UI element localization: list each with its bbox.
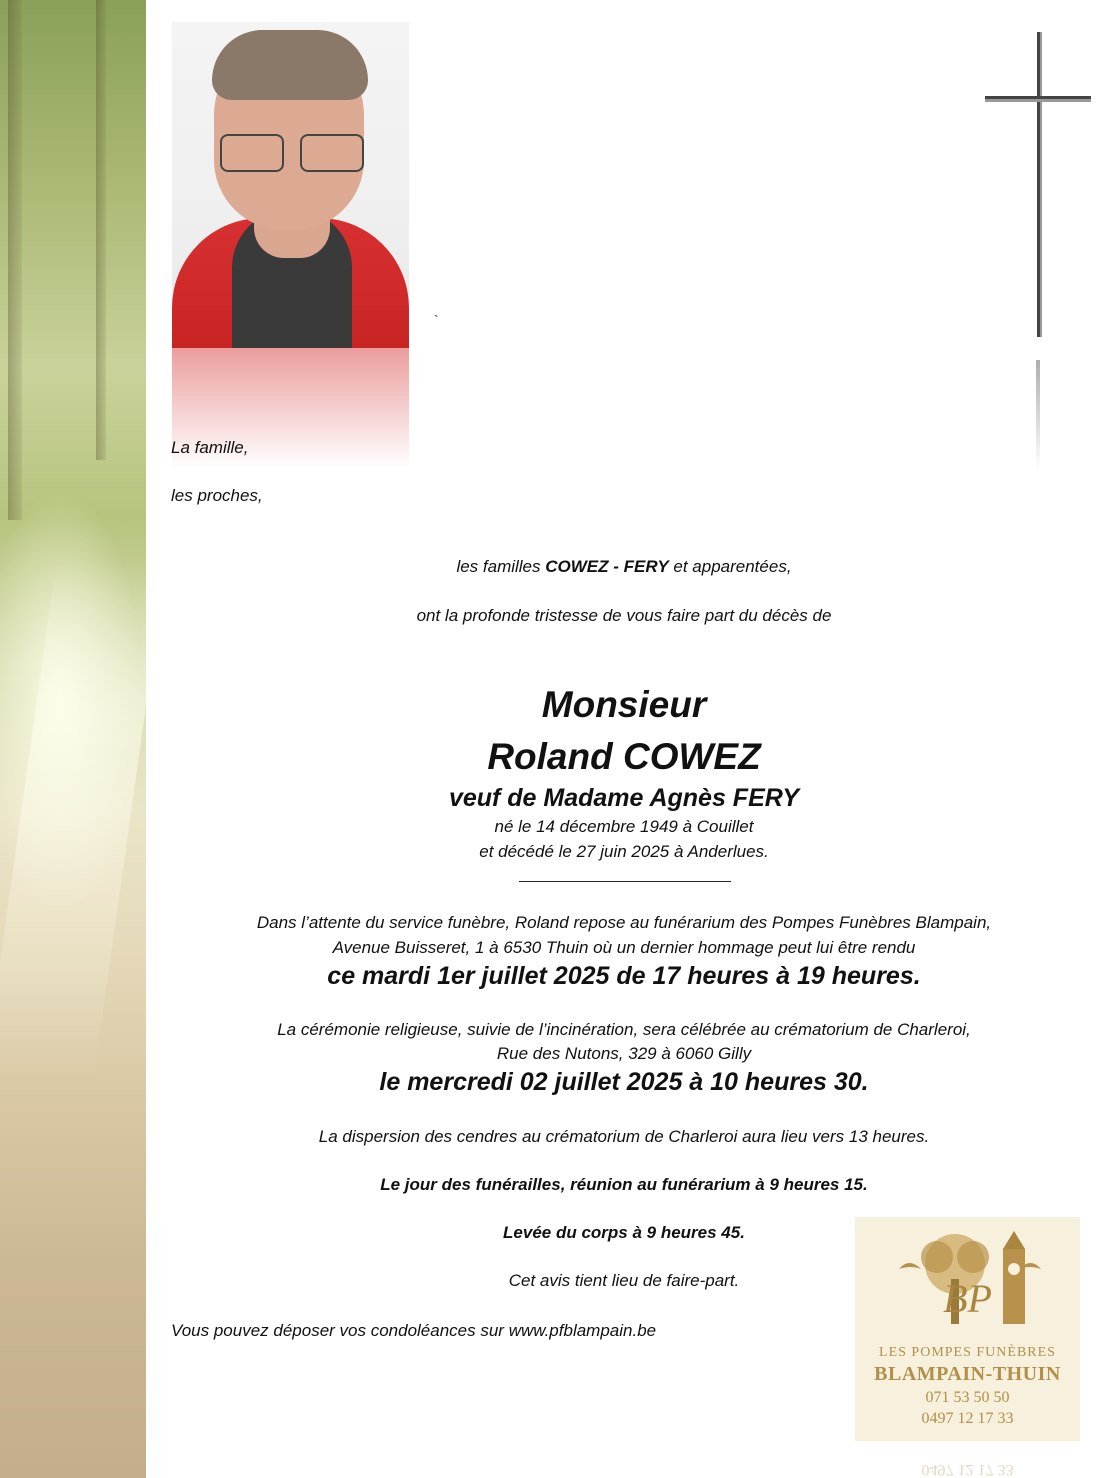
separator-line (519, 881, 731, 882)
light-ray (0, 560, 146, 1080)
logo-phone1: 071 53 50 50 (925, 1389, 1010, 1406)
cross-icon (1037, 32, 1040, 337)
notice-text: Cet avis tient lieu de faire-part. (508, 1271, 740, 1290)
deceased-spouse: veuf de Madame Agnès FERY (448, 784, 800, 812)
cross-reflection (1036, 360, 1040, 470)
meeting-text: Le jour des funérailles, réunion au funérarium à 9 heures 15. (380, 1175, 868, 1194)
logo-reflection: 0497 12 17 33 (921, 1461, 1014, 1478)
intro-families: les familles COWEZ - FERY et apparentées, (456, 557, 792, 576)
deceased-died: et décédé le 27 juin 2025 à Anderlues. (479, 842, 769, 861)
ceremony-line2: Rue des Nutons, 329 à 6060 Gilly (496, 1044, 752, 1063)
logo-phone2: 0497 12 17 33 (921, 1410, 1014, 1427)
intro-close: les proches, (171, 486, 263, 505)
visitation-time: ce mardi 1er juillet 2025 de 17 heures à 19 heures. (327, 962, 921, 990)
deceased-born: né le 14 décembre 1949 à Couillet (494, 817, 754, 836)
tree-trunk (96, 0, 106, 460)
visitation-line1: Dans l’attente du service funèbre, Roland repose au funérarium des Pompes Funèbres Blampain, (256, 913, 992, 932)
deceased-name: Roland COWEZ (487, 736, 761, 777)
visitation-line2: Avenue Buisseret, 1 à 6530 Thuin où un dernier hommage peut lui être rendu (332, 938, 916, 957)
logo-line2: BLAMPAIN-THUIN (874, 1363, 1061, 1385)
ceremony-line1: La cérémonie religieuse, suivie de l’incinération, sera célébrée au crématorium de Charleroi, (277, 1020, 971, 1039)
condolences-text: Vous pouvez déposer vos condoléances sur www.pfblampain.be (171, 1321, 657, 1340)
logo-line1: LES POMPES FUNÈBRES (879, 1345, 1056, 1360)
deceased-portrait (172, 22, 409, 348)
intro-family: La famille, (171, 438, 249, 457)
funeral-home-logo (855, 1217, 1080, 1441)
levee-text: Levée du corps à 9 heures 45. (503, 1223, 745, 1242)
logo-initials: BP (943, 1276, 992, 1321)
dispersion-text: La dispersion des cendres au crématorium de Charleroi aura lieu vers 13 heures. (318, 1127, 930, 1146)
cross-icon-bar (985, 96, 1091, 99)
deceased-title: Monsieur (541, 684, 707, 725)
announcement: ont la profonde tristesse de vous faire part du décès de (416, 606, 832, 625)
forest-path-image (0, 0, 146, 1478)
tree-trunk (8, 0, 22, 520)
ceremony-time: le mercredi 02 juillet 2025 à 10 heures 30. (379, 1068, 869, 1096)
